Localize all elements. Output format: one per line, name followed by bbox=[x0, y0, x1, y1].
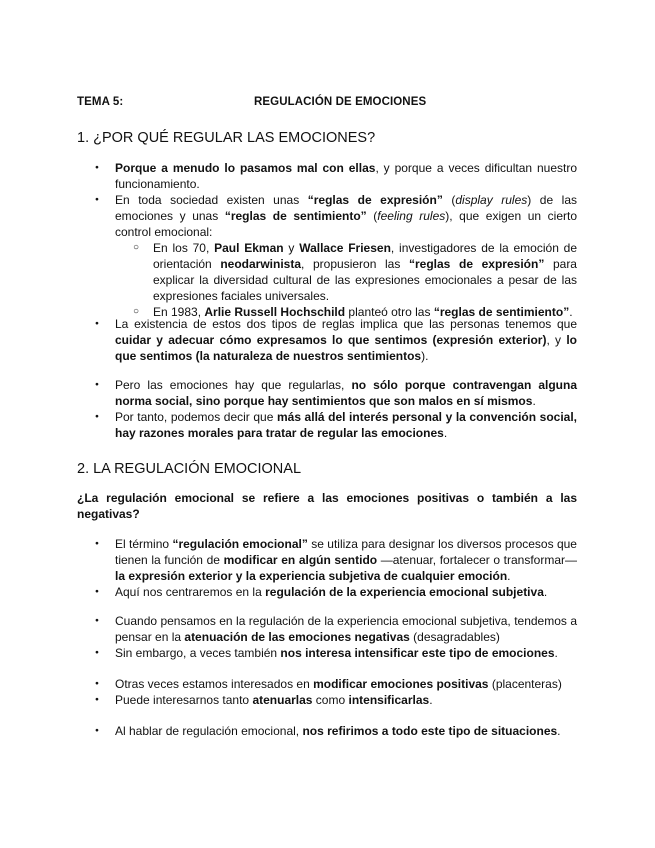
text: planteó otro las bbox=[345, 305, 434, 319]
text: En toda sociedad existen unas bbox=[115, 193, 308, 207]
list-item bbox=[77, 377, 577, 409]
list-item bbox=[77, 692, 577, 708]
text: , propusieron las bbox=[301, 257, 409, 271]
text: como bbox=[312, 693, 349, 707]
text-bold: más allá del interés personal y la convención social, hay razones morales para tratar de regular las emociones bbox=[115, 410, 578, 440]
list-item bbox=[77, 316, 577, 364]
sub-list bbox=[115, 240, 577, 320]
text-bold: la expresión exterior y la experiencia subjetiva de cualquier emoción bbox=[115, 569, 508, 583]
text-bold: Porque a menudo lo pasamos mal con ellas bbox=[115, 161, 376, 175]
text: . bbox=[554, 646, 558, 660]
text-bold: “reglas de sentimiento” bbox=[224, 209, 367, 223]
list-item bbox=[77, 192, 577, 320]
text: Cuando pensamos en la regulación de la experiencia emocional subjetiva, tendemos a pensar en la bbox=[115, 614, 577, 644]
text-bold: lo que sentimos (la naturaleza de nuestros sentimientos bbox=[115, 333, 577, 363]
text: ) de las emociones y unas bbox=[115, 193, 577, 223]
text: ( bbox=[366, 209, 378, 223]
text-bold: Arlie Russell Hochschild bbox=[204, 305, 346, 319]
section-heading-1: 1. ¿POR QUÉ REGULAR LAS EMOCIONES? bbox=[77, 130, 376, 146]
text: . bbox=[507, 569, 511, 583]
text-bold: no sólo porque contravengan alguna norma social, sino porque hay sentimientos que son malos en sí mismos bbox=[115, 378, 577, 408]
text: se utiliza para designar los diversos procesos que tienen la función de bbox=[115, 537, 577, 567]
text-bold: modificar emociones positivas bbox=[313, 677, 489, 691]
text: En 1983, bbox=[153, 305, 205, 319]
text: ). bbox=[421, 349, 429, 363]
text: ), que exigen un cierto control emocional: bbox=[115, 209, 577, 239]
text: Pero las emociones hay que regularlas, bbox=[115, 378, 352, 392]
section-1-list-c bbox=[77, 377, 577, 441]
list-item bbox=[77, 409, 577, 441]
text: Aquí nos centraremos en la bbox=[115, 585, 266, 599]
text-bold: nos refirimos a todo este tipo de situaciones bbox=[302, 724, 558, 738]
list-item bbox=[77, 536, 577, 584]
text: , investigadores de la emoción de orientación bbox=[153, 241, 578, 271]
list-item bbox=[77, 645, 577, 661]
text-bold: “reglas de sentimiento” bbox=[433, 305, 570, 319]
text-bold: cuidar y adecuar cómo expresamos lo que sentimos (expresión exterior) bbox=[115, 333, 547, 347]
text-bold: atenuación de las emociones negativas bbox=[184, 630, 410, 644]
lesson-title: REGULACIÓN DE EMOCIONES bbox=[254, 96, 427, 108]
section-1-list-b bbox=[77, 316, 577, 364]
text: . bbox=[443, 426, 448, 440]
text: Al hablar de regulación emocional, bbox=[115, 724, 303, 738]
text-bold: neodarwinista bbox=[220, 257, 302, 271]
list-item bbox=[77, 160, 577, 192]
text-bold: modificar en algún sentido bbox=[223, 553, 378, 567]
text: para explicar la diversidad cultural de las expresiones emocionales a pesar de las expresiones faciales universales. bbox=[153, 257, 577, 303]
text: . bbox=[569, 305, 573, 319]
section-2-list-b bbox=[77, 613, 577, 661]
section-2-list-c bbox=[77, 676, 577, 708]
text: , y bbox=[546, 333, 567, 347]
section-2-list-a bbox=[77, 536, 577, 600]
text-bold: “reglas de expresión” bbox=[307, 193, 443, 207]
text: —atenuar, fortalecer o transformar— bbox=[377, 553, 578, 567]
text: . bbox=[429, 693, 433, 707]
section-1-list-a bbox=[77, 160, 577, 320]
text-bold: Wallace Friesen bbox=[299, 241, 391, 255]
text: En los 70, bbox=[153, 241, 215, 255]
text: Otras veces estamos interesados en bbox=[115, 677, 314, 691]
text: y bbox=[283, 241, 300, 255]
text: Por tanto, podemos decir que bbox=[115, 410, 277, 424]
lesson-number: TEMA 5: bbox=[77, 96, 124, 108]
text: ( bbox=[442, 193, 456, 207]
text-bold: “reglas de expresión” bbox=[409, 257, 545, 271]
text-bold: atenuarlas bbox=[252, 693, 313, 707]
text-bold: regulación de la experiencia emocional subjetiva bbox=[265, 585, 544, 599]
list-item bbox=[77, 723, 577, 739]
text-bold: “regulación emocional” bbox=[172, 537, 308, 551]
text: Puede interesarnos tanto bbox=[115, 693, 253, 707]
list-item bbox=[77, 676, 577, 692]
text: . bbox=[557, 724, 561, 738]
text-bold: intensificarlas bbox=[348, 693, 430, 707]
sub-list-item bbox=[115, 240, 577, 304]
list-item bbox=[77, 613, 577, 645]
text: (placenteras) bbox=[488, 677, 562, 691]
text-italic: display rules bbox=[455, 193, 528, 207]
list-item bbox=[77, 584, 577, 600]
section-heading-2: 2. LA REGULACIÓN EMOCIONAL bbox=[77, 461, 302, 477]
text: Sin embargo, a veces también bbox=[115, 646, 281, 660]
text: La existencia de estos dos tipos de reglas implica que las personas tenemos que bbox=[115, 317, 577, 331]
text: , y porque a veces dificultan nuestro funcionamiento. bbox=[115, 161, 577, 191]
text-bold: nos interesa intensificar este tipo de emociones bbox=[280, 646, 555, 660]
text: El término bbox=[115, 537, 173, 551]
text: (desagradables) bbox=[409, 630, 500, 644]
section-2-list-d bbox=[77, 723, 577, 739]
text-bold: Paul Ekman bbox=[214, 241, 284, 255]
text-italic: feeling rules bbox=[377, 209, 446, 223]
text: . bbox=[543, 585, 548, 599]
text: . bbox=[532, 394, 536, 408]
section-question: ¿La regulación emocional se refiere a las emociones positivas o también a las negativas? bbox=[77, 491, 577, 521]
